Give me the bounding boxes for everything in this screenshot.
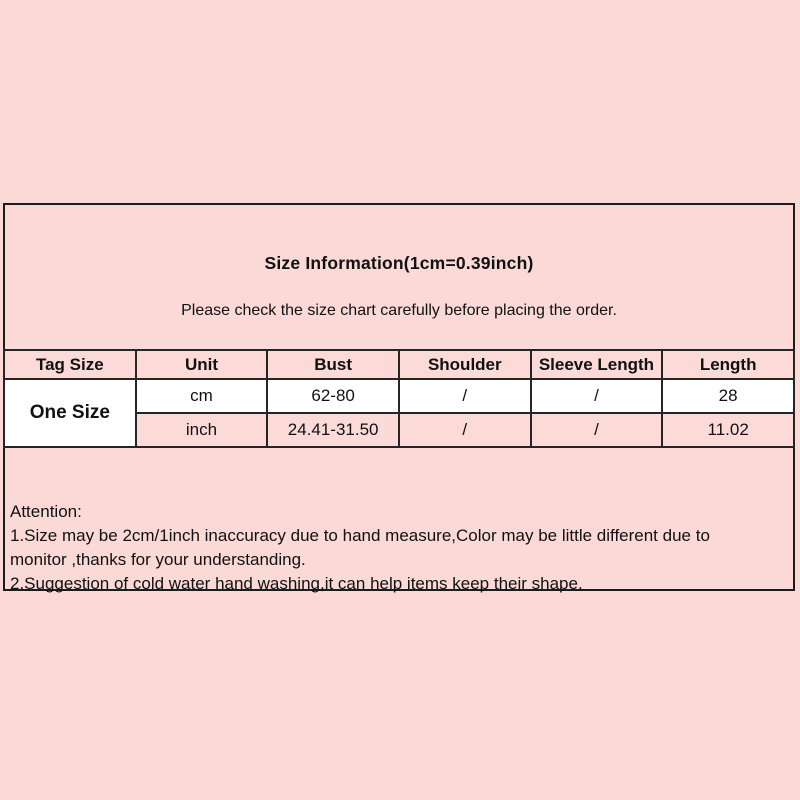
attention-block <box>10 500 789 596</box>
attention-note1-line2: monitor ,thanks for your understanding. <box>10 550 306 569</box>
shoulder-cell-inch: / <box>399 413 531 447</box>
col-header-bust: Bust <box>267 350 399 379</box>
table-row-cm <box>4 379 794 413</box>
bust-cell-inch: 24.41-31.50 <box>267 413 399 447</box>
size-table-header-row <box>4 350 794 379</box>
attention-note1-line1: 1.Size may be 2cm/1inch inaccuracy due to hand measure,Color may be little different due to <box>10 526 710 545</box>
col-header-length: Length <box>662 350 794 379</box>
col-header-shoulder: Shoulder <box>399 350 531 379</box>
attention-note2: 2.Suggestion of cold water hand washing,it can help items keep their shape. <box>10 574 583 593</box>
size-info-title: Size Information(1cm=0.39inch) <box>264 253 534 273</box>
tag-size-cell: One Size <box>4 379 136 447</box>
col-header-sleeve-length: Sleeve Length <box>531 350 663 379</box>
col-header-unit: Unit <box>136 350 268 379</box>
unit-cell-cm: cm <box>136 379 268 413</box>
size-table <box>3 349 795 448</box>
length-cell-cm: 28 <box>662 379 794 413</box>
length-cell-inch: 11.02 <box>662 413 794 447</box>
col-header-tag-size: Tag Size <box>4 350 136 379</box>
unit-cell-inch: inch <box>136 413 268 447</box>
size-info-panel <box>3 203 795 591</box>
sleeve-length-cell-cm: / <box>531 379 663 413</box>
sleeve-length-cell-inch: / <box>531 413 663 447</box>
bust-cell-cm: 62-80 <box>267 379 399 413</box>
size-info-subtitle: Please check the size chart carefully before placing the order. <box>181 302 617 319</box>
attention-heading: Attention: <box>10 502 82 521</box>
shoulder-cell-cm: / <box>399 379 531 413</box>
